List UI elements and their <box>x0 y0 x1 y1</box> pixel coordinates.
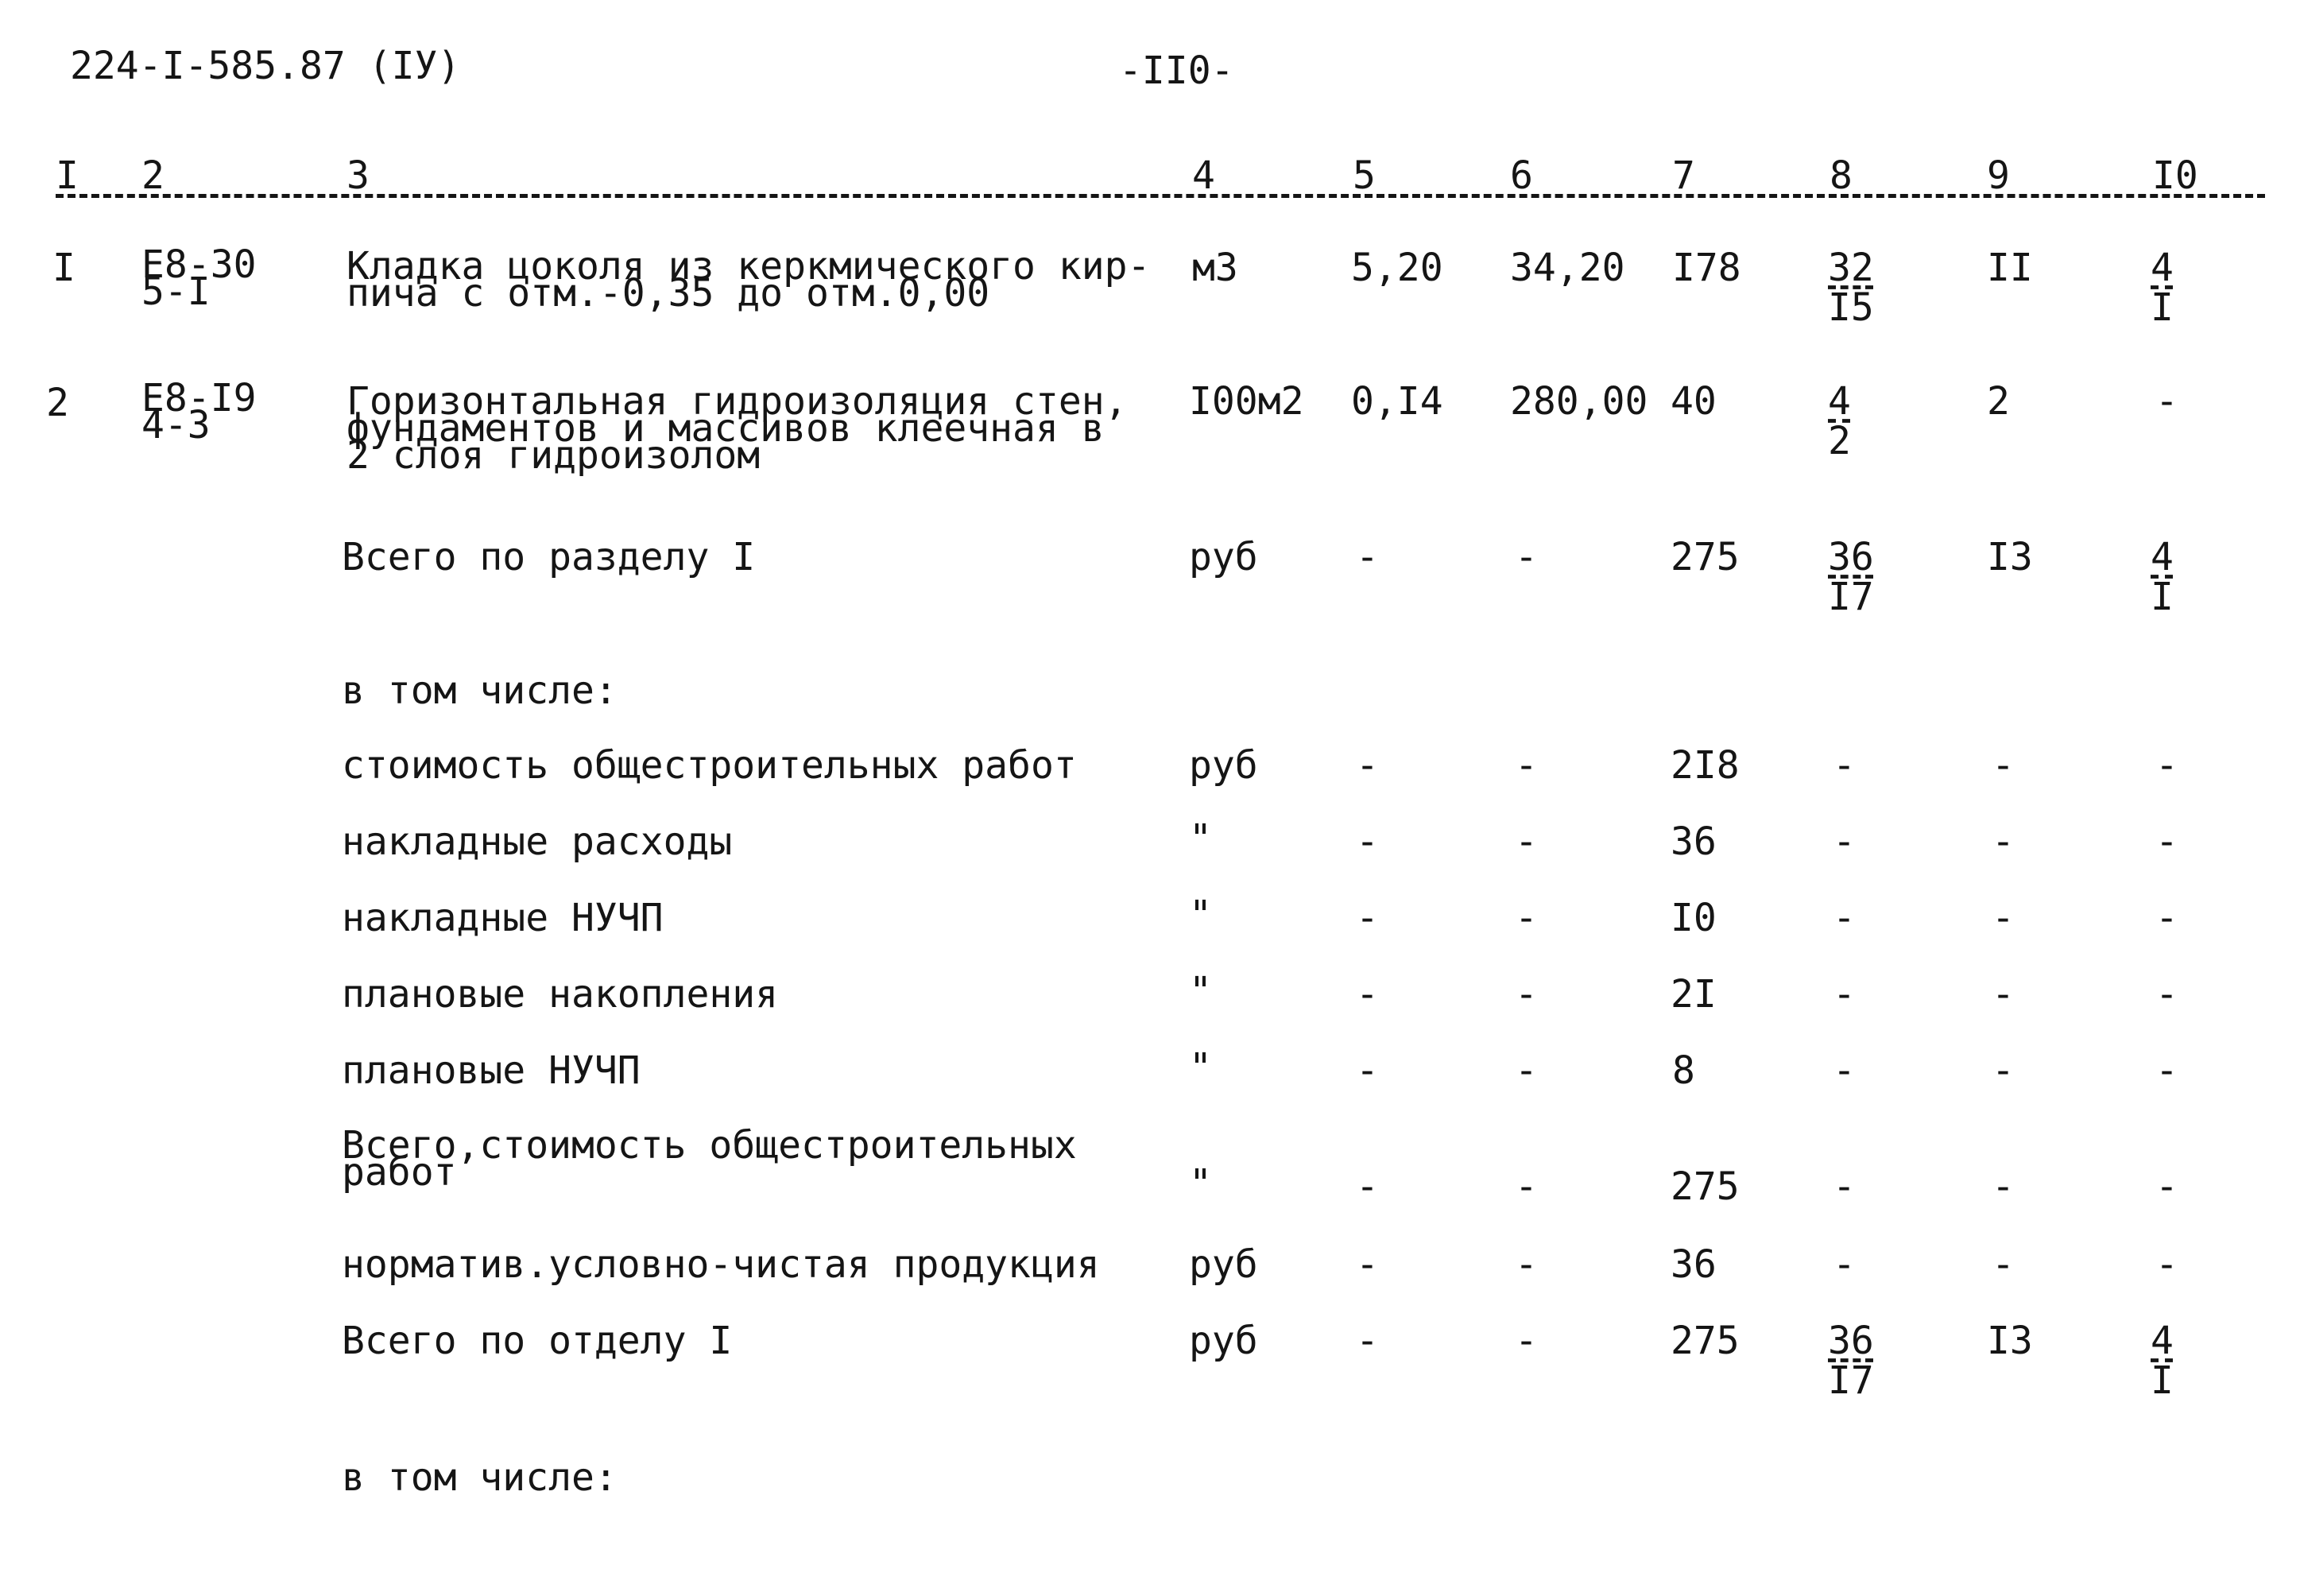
breakdown-col5: - <box>1356 1164 1379 1209</box>
breakdown-col6: - <box>1515 1242 1538 1287</box>
breakdown-unit: руб <box>1189 1242 1258 1287</box>
row-qty: 0,I4 <box>1351 379 1443 424</box>
row-col9: II <box>1987 246 2033 290</box>
breakdown-col8: - <box>1833 1164 1856 1209</box>
row-code: E8-30 5-I <box>141 242 257 314</box>
fraction-bottom: I <box>2151 1358 2174 1403</box>
fraction-bottom: I7 <box>1828 1358 1874 1403</box>
breakdown-total: 2I <box>1671 972 1717 1017</box>
row-price: 280,00 <box>1510 379 1648 424</box>
breakdown-col10: - <box>2155 1164 2178 1209</box>
fraction-bottom: I5 <box>1828 285 1874 330</box>
fraction-top: 4 <box>2151 535 2174 579</box>
breakdown-col6: - <box>1515 896 1538 940</box>
fraction-top: 4 <box>2151 1319 2174 1363</box>
breakdown-unit: " <box>1189 1161 1212 1206</box>
row-col9: 2 <box>1987 379 2010 424</box>
breakdown-col9: - <box>1992 819 2015 864</box>
section-total-unit: руб <box>1189 535 1258 579</box>
breakdown-col9: - <box>1992 896 2015 940</box>
breakdown-label: Всего,стоимость общестроительных работ <box>342 1123 1077 1195</box>
col-header-4: 4 <box>1192 153 1215 198</box>
page-number: -II0- <box>1119 48 1234 93</box>
breakdown-total: 275 <box>1671 1164 1740 1209</box>
breakdown-unit: " <box>1189 816 1212 861</box>
breakdown-total: I0 <box>1671 896 1717 940</box>
breakdown-col10: - <box>2155 743 2178 788</box>
fraction-bottom: I <box>2151 575 2174 619</box>
breakdown-unit: " <box>1189 1045 1212 1090</box>
breakdown-total: 8 <box>1672 1048 1695 1093</box>
col-header-5: 5 <box>1353 153 1376 198</box>
breakdown-col5: - <box>1356 1242 1379 1287</box>
breakdown-col5: - <box>1356 743 1379 788</box>
breakdown-total: 2I8 <box>1671 743 1740 788</box>
col-header-1: I <box>56 153 79 198</box>
row-col10: - <box>2155 379 2178 424</box>
breakdown-label: норматив.условно-чистая продукция <box>342 1242 1100 1287</box>
department-total-unit: руб <box>1189 1319 1258 1363</box>
row-price: 34,20 <box>1510 246 1625 290</box>
row-col8-fraction <box>1828 246 1874 330</box>
breakdown-col9: - <box>1992 743 2015 788</box>
breakdown-col9: - <box>1992 1048 2015 1093</box>
row-number: I <box>52 246 76 290</box>
col-header-10: I0 <box>2152 153 2198 198</box>
breakdown-col8: - <box>1833 972 1856 1017</box>
breakdown-col9: - <box>1992 972 2015 1017</box>
section-total-col10-fraction <box>2151 537 2174 617</box>
department-total-label: Всего по отделу I <box>342 1319 733 1363</box>
fraction-top: 4 <box>1828 379 1851 424</box>
section-total-col6: - <box>1515 535 1538 579</box>
row-name: Горизонтальная гидроизоляция стен, фундаментов и массивов клеечная в 2 слоя гидроизолом <box>347 379 1128 478</box>
breakdown-label: плановые накопления <box>342 972 779 1017</box>
col-header-6: 6 <box>1510 153 1533 198</box>
breakdown-label: накладные расходы <box>342 819 733 864</box>
breakdown-col8: - <box>1833 1048 1856 1093</box>
fraction-top: 4 <box>2151 246 2174 290</box>
breakdown-unit: " <box>1189 893 1212 937</box>
row-unit: м3 <box>1192 246 1238 290</box>
department-total-col5: - <box>1356 1319 1379 1363</box>
breakdown-col10: - <box>2155 819 2178 864</box>
row-col10-fraction <box>2151 246 2174 330</box>
breakdown-col5: - <box>1356 896 1379 940</box>
breakdown-col6: - <box>1515 972 1538 1017</box>
row-unit: I00м2 <box>1189 379 1304 424</box>
breakdown-col9: - <box>1992 1164 2015 1209</box>
breakdown-col6: - <box>1515 1164 1538 1209</box>
department-total-col6: - <box>1515 1319 1538 1363</box>
row-code: E8-I9 4-3 <box>141 376 257 447</box>
breakdown-col10: - <box>2155 896 2178 940</box>
section-total-col5: - <box>1356 535 1379 579</box>
col-header-2: 2 <box>141 153 165 198</box>
breakdown-col10: - <box>2155 1242 2178 1287</box>
section-total-value: 275 <box>1671 535 1740 579</box>
department-total-col9: I3 <box>1987 1319 2033 1363</box>
col-header-8: 8 <box>1830 153 1853 198</box>
col-header-9: 9 <box>1987 153 2010 198</box>
breakdown-col5: - <box>1356 972 1379 1017</box>
fraction-bottom: I <box>2151 285 2174 330</box>
breakdown-col9: - <box>1992 1242 2015 1287</box>
row-qty: 5,20 <box>1351 246 1443 290</box>
breakdown-col5: - <box>1356 1048 1379 1093</box>
breakdown-label: накладные НУЧП <box>342 896 664 940</box>
fraction-bottom: I7 <box>1828 575 1874 619</box>
breakdown-col8: - <box>1833 743 1856 788</box>
breakdown-label: плановые НУЧП <box>342 1048 641 1093</box>
section-total-col8-fraction <box>1828 537 1874 617</box>
department-total-col8-fraction <box>1828 1319 1874 1403</box>
section-total-col9: I3 <box>1987 535 2033 579</box>
including-label: в том числе: <box>342 668 618 713</box>
row-number: 2 <box>46 381 69 425</box>
department-total-value: 275 <box>1671 1319 1740 1363</box>
col-header-7: 7 <box>1672 153 1695 198</box>
breakdown-col8: - <box>1833 1242 1856 1287</box>
breakdown-col10: - <box>2155 1048 2178 1093</box>
breakdown-col6: - <box>1515 743 1538 788</box>
breakdown-total: 36 <box>1671 819 1717 864</box>
fraction-top: 36 <box>1828 1319 1874 1363</box>
document-code: 224-I-585.87 (IУ) <box>70 44 461 88</box>
breakdown-col6: - <box>1515 819 1538 864</box>
breakdown-unit: " <box>1189 969 1212 1013</box>
breakdown-total: 36 <box>1671 1242 1717 1287</box>
row-name: Кладка цоколя из керкмического кир- пича с отм.-0,35 до отм.0,00 <box>347 244 1151 316</box>
row-total: I78 <box>1672 246 1741 290</box>
row-col8-fraction <box>1828 379 1851 463</box>
header-divider <box>56 194 2265 198</box>
breakdown-col8: - <box>1833 819 1856 864</box>
breakdown-label: стоимость общестроительных работ <box>342 743 1077 788</box>
section-total-label: Всего по разделу I <box>342 535 756 579</box>
row-total: 40 <box>1671 379 1717 424</box>
breakdown-col10: - <box>2155 972 2178 1017</box>
breakdown-col5: - <box>1356 819 1379 864</box>
breakdown-col8: - <box>1833 896 1856 940</box>
breakdown-col6: - <box>1515 1048 1538 1093</box>
breakdown-unit: руб <box>1189 743 1258 788</box>
fraction-bottom: 2 <box>1828 419 1851 463</box>
col-header-3: 3 <box>347 153 370 198</box>
fraction-top: 36 <box>1828 535 1874 579</box>
fraction-top: 32 <box>1828 246 1874 290</box>
department-total-col10-fraction <box>2151 1319 2174 1403</box>
including-label-2: в том числе: <box>342 1455 618 1500</box>
